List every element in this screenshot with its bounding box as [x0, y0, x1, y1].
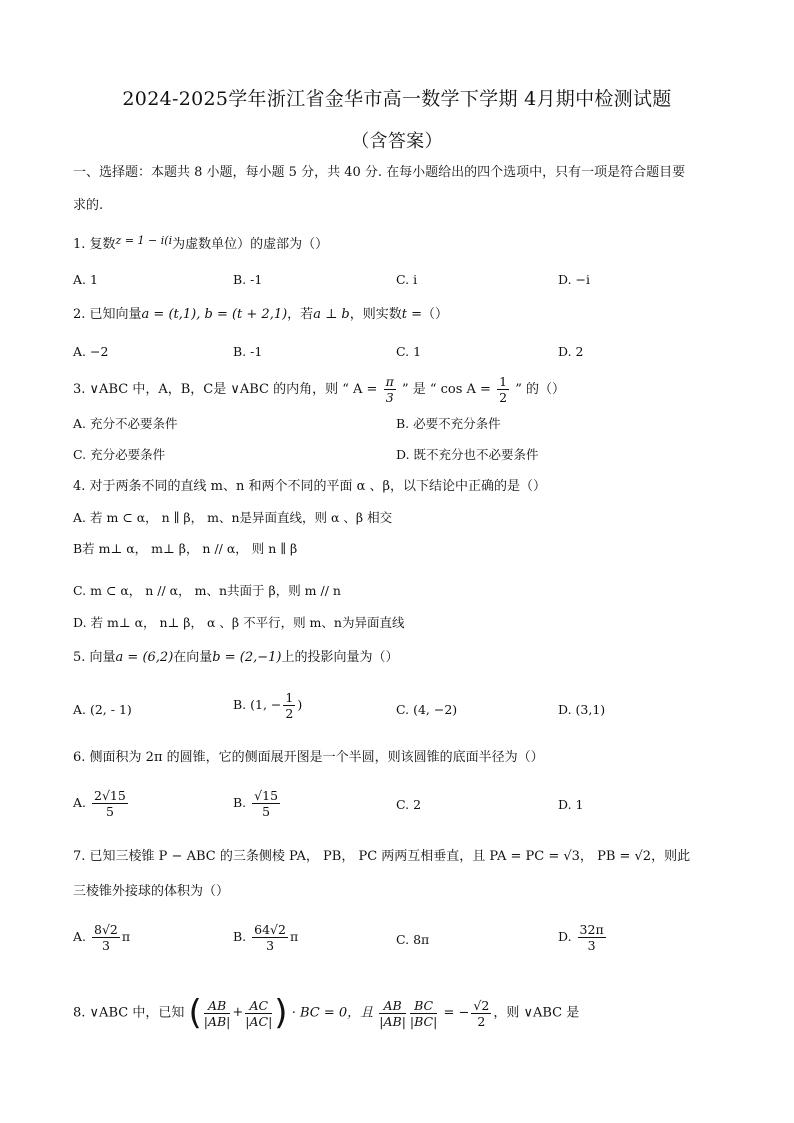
- q7-option-d: [558, 920, 608, 954]
- q7-option-a: [73, 920, 130, 954]
- q1-stem-b: 为虚数单位）的虚部为（）: [172, 237, 329, 252]
- q8-v4-num: BC: [410, 998, 437, 1014]
- q3-option-c: C. 充分必要条件: [73, 447, 166, 462]
- q7-optB-den: 3: [266, 938, 275, 953]
- q1-stem-a: 1. 复数: [73, 237, 116, 252]
- q6-option-c: C. 2: [396, 797, 422, 812]
- q7-optD-fraction: [578, 922, 606, 953]
- q8-stem-c: = −: [443, 1005, 470, 1021]
- q5-option-c: C. (4, −2): [396, 702, 458, 717]
- q1-option-b: B. -1: [233, 272, 263, 287]
- q5-option-a: A. (2, - 1): [73, 702, 132, 717]
- q6-option-a: [73, 786, 130, 820]
- q2-option-d: D. 2: [558, 344, 584, 359]
- question-7-line1: 7. 已知三棱锥 P − ABC 的三条侧棱 PA， PB， PC 两两互相垂直，且 PA = PC = √3， PB = √2，则此: [73, 849, 691, 864]
- q1-option-c: C. i: [396, 272, 418, 287]
- q5-optB-fraction: [283, 690, 295, 721]
- q8-v3-num: AB: [379, 998, 406, 1014]
- q5-stem-c: 上的投影向量为（）: [281, 650, 399, 665]
- q7-optB-num: 64√2: [254, 922, 286, 937]
- q6-option-b: [233, 786, 282, 820]
- q7-optB-post: π: [289, 929, 299, 944]
- q8-v2-den: |AC|: [245, 1013, 273, 1029]
- q8-v3-den: |AB|: [379, 1013, 406, 1029]
- paper-subtitle: （含答案）: [351, 131, 443, 152]
- q2-stem-b: ，若: [287, 307, 314, 322]
- q3-option-b: B. 必要不充分条件: [396, 416, 501, 431]
- q8-v4-den: |BC|: [409, 1013, 438, 1029]
- q5-optB-post: ): [297, 697, 303, 712]
- q5-optB-num: 1: [285, 690, 294, 705]
- q4-option-a: A. 若 m ⊂ α， n ∥ β， m、n是异面直线，则 α 、β 相交: [73, 510, 393, 525]
- q7-optD-den: 3: [587, 938, 596, 953]
- q8-plus: +: [232, 1005, 244, 1020]
- q4-option-d: D. 若 m⊥ α， n⊥ β， α 、β 不平行，则 m、n为异面直线: [73, 615, 405, 630]
- q3-option-d: D. 既不充分也不必要条件: [396, 447, 539, 462]
- q1-option-a: A. 1: [73, 272, 98, 287]
- q7-optB-pre: B.: [233, 929, 247, 944]
- paper-title: 2024-2025学年浙江省金华市高一数学下学期 4月期中检测试题: [122, 88, 672, 110]
- question-7-line2: 三棱锥外接球的体积为（）: [73, 884, 230, 899]
- q7-optA-post: π: [121, 929, 131, 944]
- q3-frac1-num: π: [385, 374, 394, 389]
- q8-r-num: √2: [473, 997, 490, 1013]
- q5-optB-pre: B. (1, −: [233, 697, 282, 712]
- q8-stem-b: · BC = 0，且: [291, 1005, 374, 1021]
- section-header-line2: 求的.: [73, 198, 104, 213]
- q8-unit-vector-ac: [245, 998, 272, 1029]
- q8-r-den: 2: [477, 1013, 486, 1029]
- q2-option-b: B. -1: [233, 344, 263, 359]
- q8-fraction-root2-over-2: [471, 998, 491, 1029]
- q2-stem-d: （）: [422, 307, 449, 322]
- q6-option-d: D. 1: [558, 797, 584, 812]
- q8-unit-vector-bc: [410, 998, 437, 1029]
- q7-optD-pre: D.: [558, 929, 572, 944]
- q5-stem-math2: b = (2,−1): [212, 650, 282, 665]
- q7-option-b: [233, 920, 298, 954]
- question-3: [73, 374, 565, 405]
- section-header-line1: 一、选择题：本题共 8 小题，每小题 5 分，共 40 分. 在每小题给出的四个选项中，只有一项是符合题目要: [73, 165, 686, 180]
- q7-optA-num: 8√2: [94, 922, 118, 937]
- question-2: [73, 306, 448, 324]
- q7-optA-pre: A.: [73, 929, 87, 944]
- q7-option-c: C. 8π: [396, 932, 430, 947]
- question-6: 6. 侧面积为 2π 的圆锥，它的侧面展开图是一个半圆，则该圆锥的底面半径为（）: [73, 750, 544, 765]
- q4-option-c: C. m ⊂ α， n // α， m、n共面于 β，则 m // n: [73, 583, 341, 598]
- q5-option-d: D. (3,1): [558, 702, 606, 717]
- q8-unit-vector-ab-2: [379, 998, 406, 1029]
- question-5: [73, 649, 399, 667]
- q6-optB-num: √15: [254, 788, 279, 803]
- q2-stem-math2: a ⊥ b: [313, 307, 350, 322]
- q6-optB-den: 5: [262, 804, 271, 819]
- q2-option-c: C. 1: [396, 344, 422, 359]
- q4-option-b: B若 m⊥ α， m⊥ β， n // α， 则 n ∥ β: [73, 541, 298, 556]
- q3-frac2-den: 2: [499, 390, 508, 405]
- question-8: [73, 985, 579, 1042]
- q3-stem-b: ” 是 “ cos A =: [401, 382, 491, 397]
- q5-stem-b: 在向量: [173, 650, 213, 665]
- q3-frac2-num: 1: [499, 374, 508, 389]
- q2-stem-math1: a = (t,1), b = (t + 2,1): [141, 307, 288, 322]
- q6-optA-num: 2√15: [94, 788, 126, 803]
- q7-optD-num: 32π: [579, 922, 604, 937]
- q3-option-a: A. 充分不必要条件: [73, 416, 178, 431]
- q8-v2-num: AC: [245, 998, 272, 1014]
- q6-optB-fraction: [252, 788, 280, 819]
- q1-stem-math: z = 1 − i(i: [115, 234, 173, 247]
- q3-stem-a: 3. ∨ABC 中，A，B，C是 ∨ABC 的内角，则 “ A =: [73, 382, 378, 397]
- q5-stem-math1: a = (6,2): [115, 650, 174, 665]
- q3-fraction-pi-over-3: [384, 374, 396, 405]
- q2-option-a: A. −2: [73, 344, 109, 359]
- q5-option-b: [233, 690, 302, 721]
- q3-stem-c: ” 的（）: [515, 382, 565, 397]
- q6-optA-pre: A.: [73, 795, 87, 810]
- q8-right-paren: ): [274, 993, 288, 1033]
- q6-optA-fraction: [92, 788, 128, 819]
- q3-fraction-one-half: [497, 374, 509, 405]
- q1-option-d: D. −i: [558, 272, 590, 287]
- q8-unit-vector-ab: [204, 998, 231, 1029]
- q7-optB-fraction: [252, 922, 288, 953]
- q2-stem-c: ，则实数: [349, 307, 402, 322]
- q8-v1-num: AB: [204, 998, 231, 1014]
- q5-stem-a: 5. 向量: [73, 650, 116, 665]
- question-1: [73, 236, 328, 254]
- q2-stem-a: 2. 已知向量: [73, 307, 142, 322]
- q5-optB-den: 2: [285, 706, 294, 721]
- q8-stem-d: ，则 ∨ABC 是: [493, 1005, 580, 1021]
- q8-left-paren: (: [188, 993, 202, 1033]
- q8-stem-a: 8. ∨ABC 中，已知: [73, 1005, 185, 1021]
- q7-optA-den: 3: [101, 938, 110, 953]
- q8-v1-den: |AB|: [203, 1013, 231, 1029]
- question-4: 4. 对于两条不同的直线 m、n 和两个不同的平面 α 、β，以下结论中正确的是（）: [73, 479, 547, 494]
- q3-frac1-den: 3: [385, 390, 394, 405]
- q6-optB-pre: B.: [233, 795, 247, 810]
- q7-optA-fraction: [92, 922, 120, 953]
- q6-optA-den: 5: [105, 804, 114, 819]
- q2-stem-math3: t =: [401, 307, 423, 322]
